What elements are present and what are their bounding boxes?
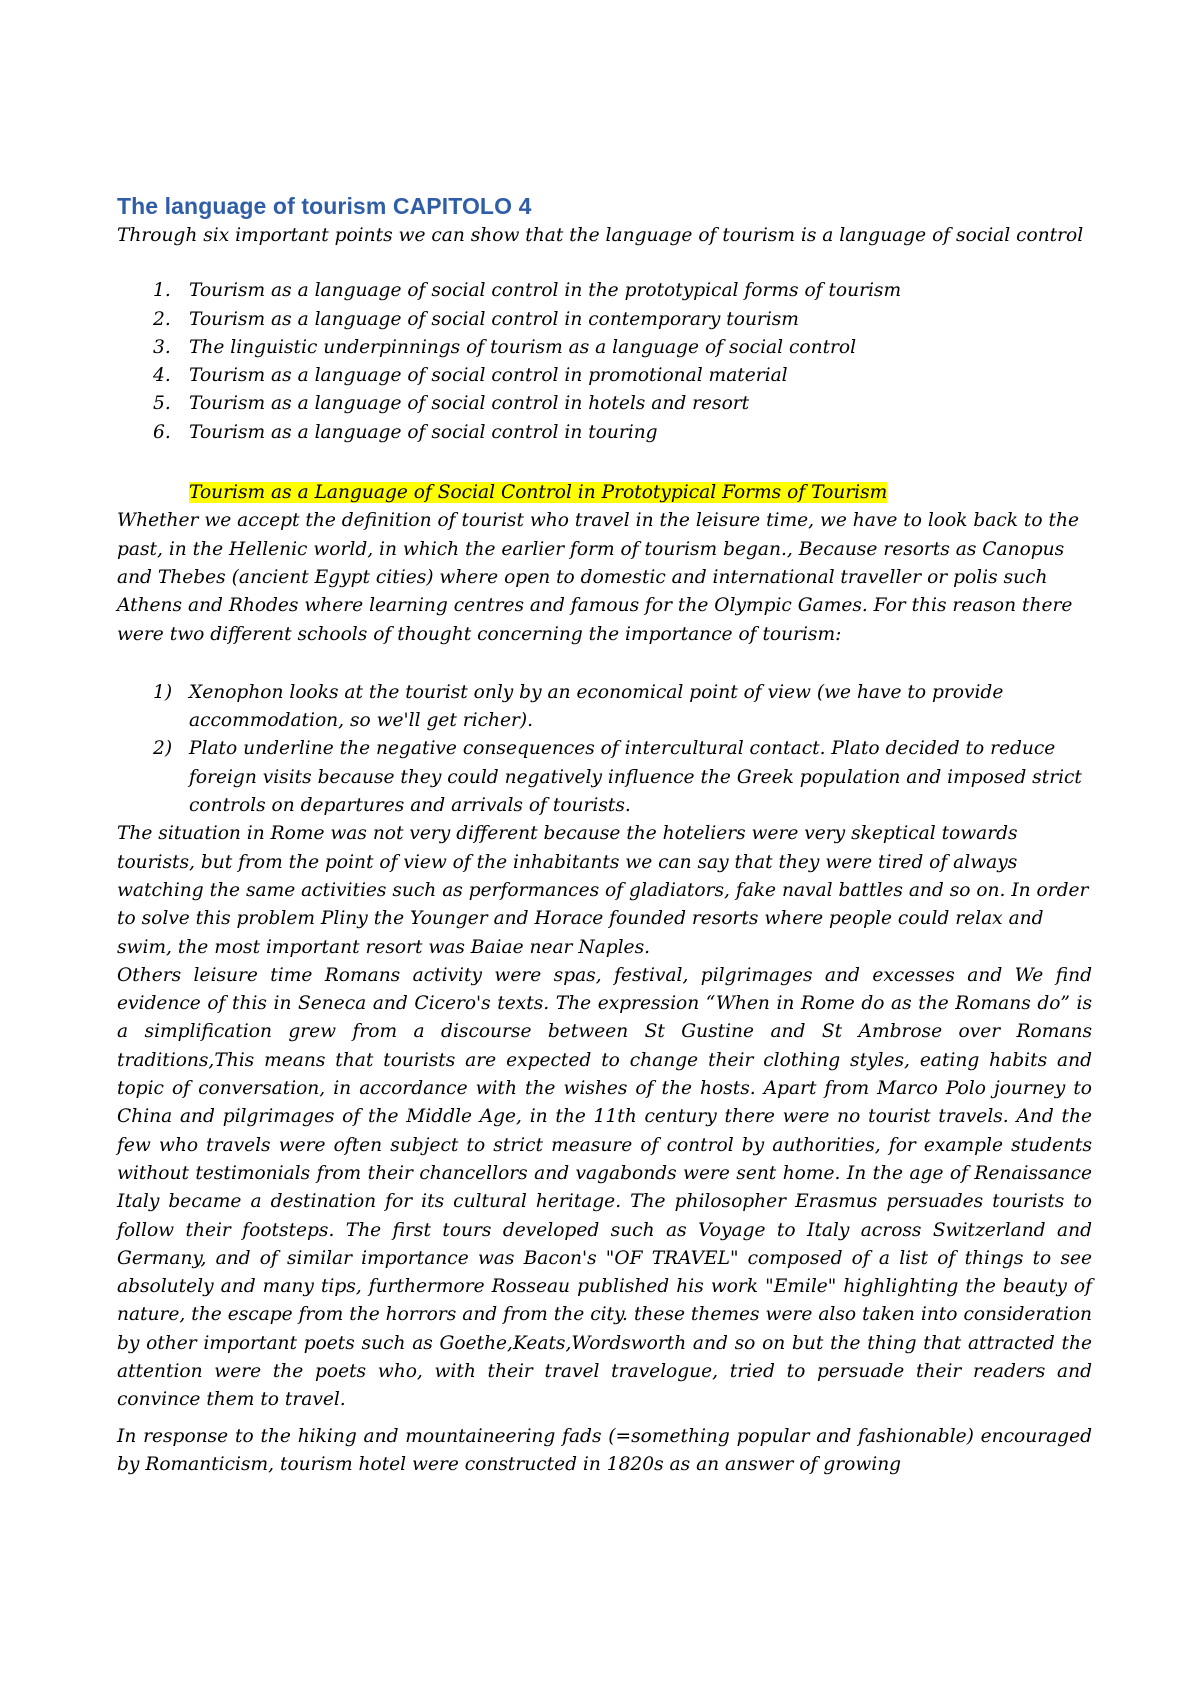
document-title: The language of tourism CAPITOLO 4 bbox=[117, 193, 532, 219]
list-item bbox=[117, 390, 1092, 418]
points-list bbox=[117, 277, 1092, 447]
list-item bbox=[117, 419, 1092, 447]
list-number: 6. bbox=[153, 421, 171, 443]
section-heading bbox=[117, 479, 1092, 507]
list-number: 5. bbox=[153, 393, 171, 415]
list-item bbox=[117, 679, 1092, 736]
list-item-text: Tourism as a language of social control in contemporary tourism bbox=[189, 308, 799, 330]
list-item-text: Tourism as a language of social control in the prototypical forms of tourism bbox=[189, 280, 902, 302]
list-item bbox=[117, 735, 1092, 820]
list-item-text: Plato underline the negative consequences of intercultural contact. Plato decided to reduce foreign visits because they could negatively influence the Greek population and imposed strict controls on departures and arrivals of tourists. bbox=[189, 738, 1082, 817]
document-body bbox=[117, 190, 1092, 1479]
schools-of-thought-list bbox=[117, 679, 1092, 820]
list-item-text: The linguistic underpinnings of tourism as a language of social control bbox=[189, 336, 857, 358]
paragraph-romanticism: In response to the hiking and mountaineering fads (=something popular and fashionable) encouraged by Romanticism, tourism hotel were constructed in 1820s as an answer of growing bbox=[117, 1425, 1092, 1475]
list-number: 4. bbox=[153, 365, 171, 387]
list-item-text: Tourism as a language of social control in promotional material bbox=[189, 365, 788, 387]
highlighted-heading-text: Tourism as a Language of Social Control in Prototypical Forms of Tourism bbox=[189, 482, 888, 504]
list-number: 1) bbox=[153, 681, 173, 703]
list-item-text: Tourism as a language of social control in touring bbox=[189, 421, 658, 443]
list-number: 1. bbox=[153, 280, 171, 302]
paragraph-rome: The situation in Rome was not very different because the hoteliers were very skeptical towards tourists, but from the point of view of the inhabitants we can say that they were tired of always watching the same activities such as performances of gladiators, fake naval battles and so on. In order to solve this problem Pliny the Younger and Horace founded resorts where people could relax and swim, the most important resort was Baiae near Naples. bbox=[117, 823, 1089, 958]
list-number: 2. bbox=[153, 308, 171, 330]
list-item bbox=[117, 334, 1092, 362]
list-number: 3. bbox=[153, 336, 171, 358]
list-item bbox=[117, 277, 1092, 305]
list-item-text: Tourism as a language of social control in hotels and resort bbox=[189, 393, 750, 415]
intro-paragraph: Through six important points we can show that the language of tourism is a language of social control bbox=[117, 225, 1084, 246]
list-item-text: Xenophon looks at the tourist only by an economical point of view (we have to provide accommodation, so we'll get richer). bbox=[189, 681, 1004, 732]
paragraph-hellenic: Whether we accept the definition of tourist who travel in the leisure time, we have to look back to the past, in the Hellenic world, in which the earlier form of tourism began., Because resorts as Canopus and Thebes (ancient Egypt cities) where open to domestic and international traveller or polis such Athens and Rhodes where learning centres and famous for the Olympic Games. For this reason there were two different schools of thought concerning the importance of tourism: bbox=[117, 510, 1079, 645]
list-item bbox=[117, 362, 1092, 390]
list-item bbox=[117, 306, 1092, 334]
paragraph-roman-leisure: Others leisure time Romans activity were spas, festival, pilgrimages and excesses and We find evidence of this in Seneca and Cicero's texts. The expression “When in Rome do as the Romans do” is a simplification grew from a discourse between St Gustine and St Ambrose over Romans traditions,This means that tourists are expected to change their clothing styles, eating habits and topic of conversation, in accordance with the wishes of the hosts. Apart from Marco Polo journey to China and pilgrimages of the Middle Age, in the 11th century there were no tourist travels. And the few who travels were often subject to strict measure of control by authorities, for example students without testimonials from their chancellors and vagabonds were sent home. In the age of Renaissance Italy became a destination for its cultural heritage. The philosopher Erasmus persuades tourists to follow their footsteps. The first tours developed such as Voyage to Italy across Switzerland and Germany, and of similar importance was Bacon's "OF TRAVEL" composed of a list of things to see absolutely and many tips, furthermore Rosseau published his work "Emile" highlighting the beauty of nature, the escape from the horrors and from the city. these themes were also taken into consideration by other important poets such as Goethe,Keats,Wordsworth and so on but the thing that attracted the attention were the poets who, with their travel travelogue, tried to persuade their readers and convince them to travel. bbox=[117, 964, 1092, 1411]
list-number: 2) bbox=[153, 738, 173, 760]
